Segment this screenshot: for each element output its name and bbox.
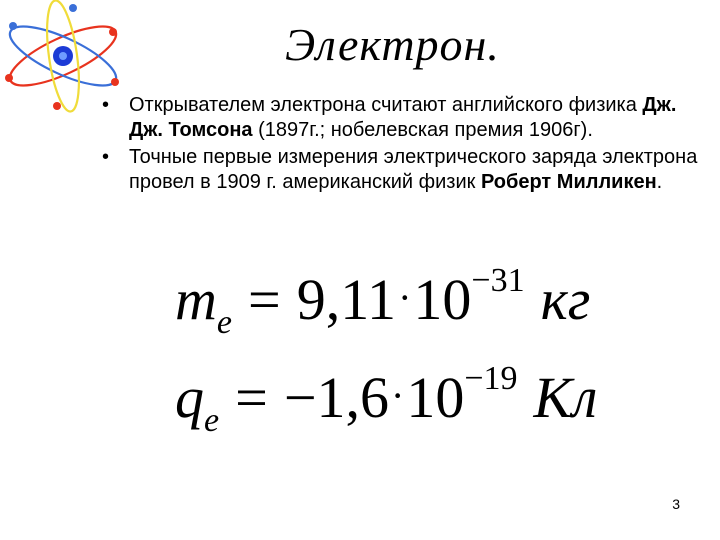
- formula-dot: ·: [391, 373, 405, 418]
- formula-mantissa: −1,6: [283, 365, 390, 430]
- page-number: 3: [672, 496, 680, 512]
- bullet-item: [102, 93, 702, 143]
- formula-unit: кг: [540, 267, 591, 332]
- electron: [109, 28, 117, 36]
- formula-exp: −19: [464, 360, 518, 397]
- electron: [69, 4, 77, 12]
- electron: [9, 22, 17, 30]
- formula-electron-mass: [175, 262, 590, 342]
- electron: [5, 74, 13, 82]
- formula-base: 10: [413, 267, 472, 332]
- formula-electron-charge: [175, 360, 597, 440]
- formula-unit: Кл: [533, 365, 598, 430]
- formula-eq: =: [235, 365, 268, 430]
- formula-base: 10: [406, 365, 465, 430]
- electron: [53, 102, 61, 110]
- bullet-text: Точные первые измерения электрического заряда электрона провел в 1909 г. американский физик: [129, 146, 698, 193]
- bullet-marker: •: [102, 94, 110, 116]
- bullet-text: .: [656, 171, 663, 193]
- formula-var: m: [175, 267, 217, 332]
- bullet-item: [102, 145, 702, 195]
- formula-sub: e: [216, 304, 232, 341]
- bullet-text-bold: Дж. Дж. Томсона: [129, 94, 677, 141]
- electron: [111, 78, 119, 86]
- formula-dot: ·: [398, 275, 412, 320]
- bullet-text: (1897г.; нобелевская премия 1906г).: [252, 119, 593, 141]
- formula-sub: e: [204, 402, 220, 439]
- formula-var: q: [175, 365, 204, 430]
- bullet-text-bold: Роберт Милликен: [480, 171, 657, 193]
- slide-title: Электрон.: [285, 19, 500, 70]
- formula-exp: −31: [471, 262, 525, 299]
- bullet-text: Открывателем электрона считают английского физика: [129, 94, 643, 116]
- formula-mantissa: 9,11: [296, 267, 397, 332]
- bullet-marker: •: [102, 146, 110, 168]
- formula-eq: =: [247, 267, 281, 332]
- bullet-list: [102, 93, 702, 197]
